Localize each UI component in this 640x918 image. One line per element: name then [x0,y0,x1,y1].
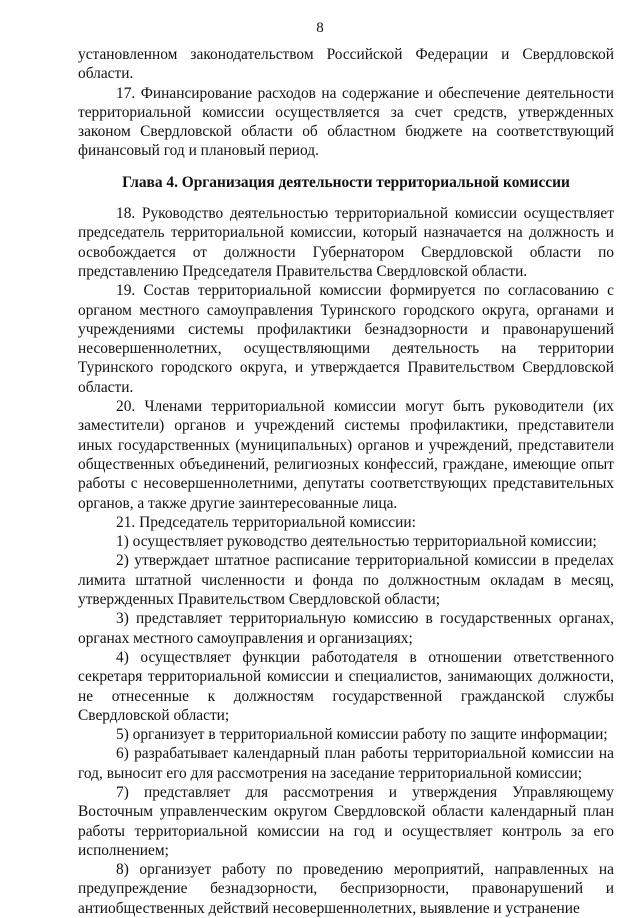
list-item-4: 4) осуществляет функции работодателя в отношении ответственного секретаря территориальной комиссии и специалистов, занимающих должности, не отнесенные к должностям государственной гражданской службы Свердловской области; [78,648,614,724]
paragraph-18: 18. Руководство деятельностью территориальной комиссии осуществляет председатель территориальной комиссии, который назначается на должность и освобождается от должности Губернатором Свердловской области по представлению Председателя Правительства Свердловской области. [78,205,614,280]
paragraph-17: 17. Финансирование расходов на содержание и обеспечение деятельности территориальной комиссии осуществляется за счет средств, утвержденных законом Свердловской области об областном бюджете на соответствующий финансовый год и плановый период. [78,84,614,160]
list-item-6: 6) разрабатывает календарный план работы территориальной комиссии на год, выносит его для рассмотрения на заседание территориальной комиссии; [78,745,614,782]
list-item-3: 3) представляет территориальную комиссию в государственных органах, органах местного самоуправления и организациях; [78,610,614,647]
chapter-heading: Глава 4. Организация деятельности территориальной комиссии [122,173,570,191]
list-item-1: 1) осуществляет руководство деятельностью территориальной комиссии; [116,533,597,551]
page-number: 8 [316,20,324,36]
document-body [78,45,614,918]
paragraph-19: 19. Состав территориальной комиссии формируется по согласованию с органом местного самоуправления Туринского городского округа, органами и учреждениями системы профилактики безнадзорности и правонарушений несовершеннолетних, осуществляющими деятельность на территории Туринского городского округа, и утверждается Правительством Свердловской области. [78,282,614,396]
list-item-2: 2) утверждает штатное расписание территориальной комиссии в пределах лимита штатной численности и фонда по должностным окладам в месяц, утвержденных Правительством Свердловской области; [78,552,614,609]
paragraph-21: 21. Председатель территориальной комиссии: [116,513,416,531]
paragraph-20: 20. Членами территориальной комиссии могут быть руководители (их заместители) органов и учреждений системы профилактики, представители иных государственных (муниципальных) органов и учреждений, представители общественных объединений, религиозных конфессий, граждане, имеющие опыт работы с несовершеннолетними, депутаты соответствующих представительных органов, а также другие заинтересованные лица. [78,398,614,512]
list-item-5: 5) организует в территориальной комиссии работу по защите информации; [116,726,608,744]
list-item-7: 7) представляет для рассмотрения и утверждения Управляющему Восточным управленческим округом Свердловской области календарный план работы территориальной комиссии на год и осуществляет контроль за его исполнением; [78,783,614,859]
paragraph-continuation: установленном законодательством Российской Федерации и Свердловской области. [78,46,614,83]
list-item-8: 8) организует работу по проведению мероприятий, направленных на предупреждение безнадзорности, беспризорности, правонарушений и антиобщественных действий несовершеннолетних, выявление и устранение [78,861,614,917]
